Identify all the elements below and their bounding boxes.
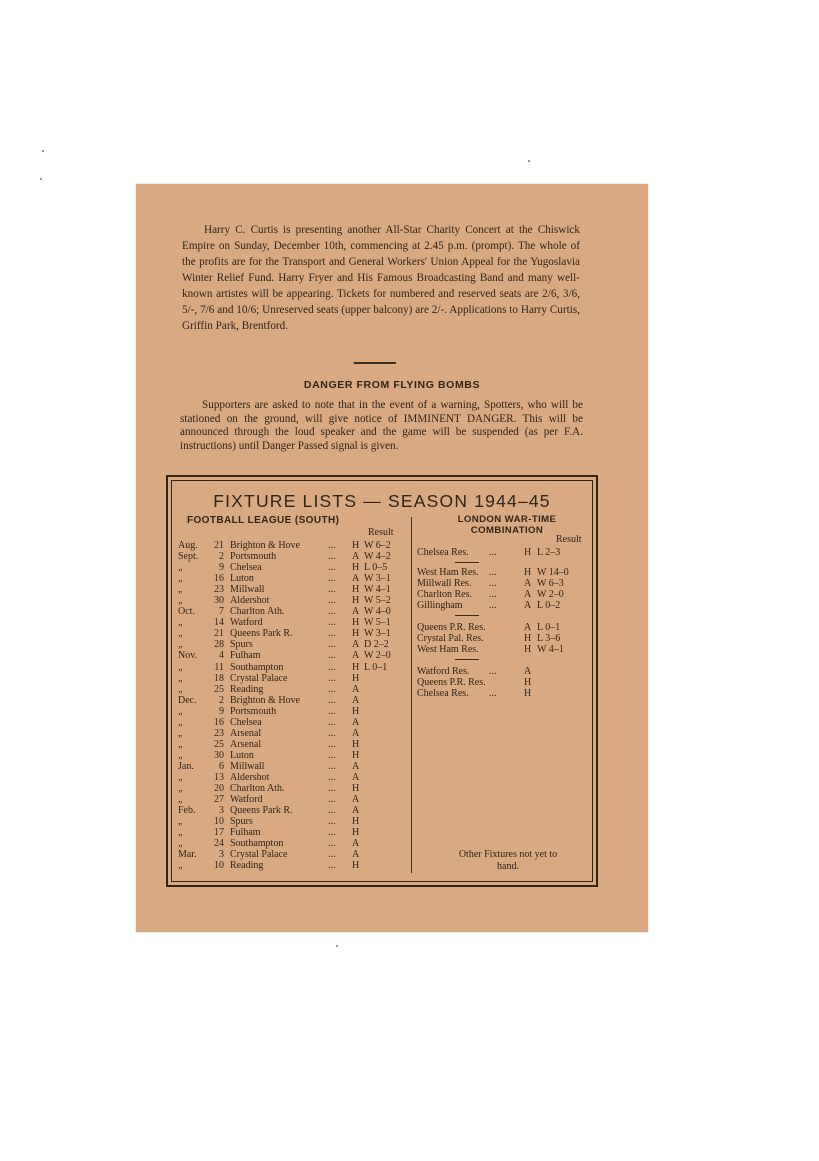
fixture-venue: A xyxy=(352,639,360,651)
fixture-opponent: Aldershot xyxy=(230,595,270,607)
fixture-result: W 5–2 xyxy=(364,595,391,607)
fixture-leader-dots: ... xyxy=(328,794,336,806)
fixture-day: 23 xyxy=(214,727,224,739)
fixture-day: 27 xyxy=(214,794,224,806)
fixture-opponent: Arsenal xyxy=(230,727,262,739)
fixture-leader-dots: ... xyxy=(328,849,336,861)
fixture-month: „ xyxy=(178,628,183,640)
programme-page xyxy=(136,184,648,932)
fixture-day: 6 xyxy=(219,760,224,772)
fixture-day: 10 xyxy=(214,816,224,828)
fixture-result: W 4–0 xyxy=(364,606,391,618)
fixture-month: „ xyxy=(178,827,183,839)
fixture-month: „ xyxy=(178,562,183,574)
fixture-opponent: Portsmouth xyxy=(230,551,277,563)
combination-venue: H xyxy=(524,677,532,688)
fixture-opponent: Chelsea xyxy=(230,562,262,574)
combination-team: Watford Res. xyxy=(417,666,470,677)
fixture-day: 14 xyxy=(214,617,224,629)
dust-speck xyxy=(42,150,44,152)
fixture-leader-dots: ... xyxy=(328,573,336,585)
fixture-title: FIXTURE LISTS — SEASON 1944–45 xyxy=(213,491,551,511)
fixture-leader-dots: ... xyxy=(328,650,336,662)
fixture-opponent: Crystal Palace xyxy=(230,849,288,861)
combination-result: L 0–2 xyxy=(537,600,561,611)
fixture-opponent: Brighton & Hove xyxy=(230,694,300,706)
fixture-month: „ xyxy=(178,783,183,795)
concert-notice: Harry C. Curtis is presenting another All-Star Charity Concert at the Chiswick Empire on Sunday, December 10th, commencing at 2.45 p.m. (prompt). The whole of the profits are for the Transport and General Workers' Union Appeal for the Yugoslavia Winter Relief Fund. Harry Fryer and His Famous Broadcasting Band and many well-known artistes will be appearing. Tickets for numbered and reserved seats are 2/6, 3/6, 5/-, 7/6 and 10/6; Unreserved seats (upper balcony) are 2/-. Applications to Harry Curtis, Griffin Park, Brentford. xyxy=(182,224,580,332)
other-note-line2: hand. xyxy=(497,860,519,872)
fixture-venue: H xyxy=(352,661,360,673)
fixture-month: „ xyxy=(178,838,183,850)
fixture-opponent: Spurs xyxy=(230,639,253,651)
fixture-venue: A xyxy=(352,573,360,585)
combination-team: Queens P.R. Res. xyxy=(417,677,486,688)
fixture-month: „ xyxy=(178,595,183,607)
fixture-opponent: Watford xyxy=(230,617,263,629)
fixture-day: 20 xyxy=(214,783,224,795)
fixture-month: „ xyxy=(178,716,183,728)
fixture-venue: H xyxy=(352,827,360,839)
fixture-leader-dots: ... xyxy=(328,540,336,551)
fixture-day: 16 xyxy=(214,716,224,728)
combination-venue: H xyxy=(524,567,532,578)
fixture-opponent: Fulham xyxy=(230,650,261,662)
combination-result: W 14–0 xyxy=(537,567,569,578)
fixture-opponent: Reading xyxy=(230,860,264,872)
fixture-day: 30 xyxy=(214,749,224,761)
fixture-leader-dots: ... xyxy=(328,805,336,817)
fixture-month: „ xyxy=(178,672,183,684)
combination-team: Queens P.R. Res. xyxy=(417,622,486,633)
fixture-venue: A xyxy=(352,760,360,772)
combination-result: W 2–0 xyxy=(537,589,564,600)
fixture-venue: A xyxy=(352,849,360,861)
fixture-day: 24 xyxy=(214,838,224,850)
combination-team: Crystal Pal. Res. xyxy=(417,633,484,644)
fixture-venue: A xyxy=(352,551,360,563)
fixture-leader-dots: ... xyxy=(328,628,336,640)
fixture-result: L 0–5 xyxy=(364,562,388,574)
fixture-month: Nov. xyxy=(178,650,198,662)
fixture-opponent: Watford xyxy=(230,794,263,806)
dust-speck xyxy=(336,945,338,947)
fixture-leader-dots: ... xyxy=(328,749,336,761)
fixture-leader-dots: ... xyxy=(328,705,336,717)
fixture-result: W 4–1 xyxy=(364,584,391,596)
fixture-result: W 3–1 xyxy=(364,628,391,640)
fixture-leader-dots: ... xyxy=(328,551,336,563)
fixture-month: „ xyxy=(178,860,183,872)
fixture-month: „ xyxy=(178,584,183,596)
fixture-month: „ xyxy=(178,727,183,739)
fixture-day: 11 xyxy=(214,661,224,673)
fixture-month: „ xyxy=(178,705,183,717)
fixture-day: 13 xyxy=(214,771,224,783)
fixture-result: W 4–2 xyxy=(364,551,391,563)
fixture-opponent: Southampton xyxy=(230,838,284,850)
fixture-venue: H xyxy=(352,738,360,750)
fixture-venue: A xyxy=(352,771,360,783)
fixture-leader-dots: ... xyxy=(328,672,336,684)
group-rule xyxy=(455,615,479,616)
fixture-opponent: Luton xyxy=(230,749,254,761)
fixture-opponent: Spurs xyxy=(230,816,253,828)
fixture-leader-dots: ... xyxy=(328,860,336,872)
fixture-day: 9 xyxy=(219,705,224,717)
fixture-leader-dots: ... xyxy=(328,771,336,783)
group-rule xyxy=(455,562,479,563)
fixture-venue: H xyxy=(352,540,360,551)
fixture-leader-dots: ... xyxy=(328,595,336,607)
combination-venue: H xyxy=(524,633,532,644)
fixture-leader-dots: ... xyxy=(328,827,336,839)
fixture-opponent: Aldershot xyxy=(230,771,270,783)
dust-speck xyxy=(40,178,42,180)
fixture-month: „ xyxy=(178,661,183,673)
fixture-opponent: Crystal Palace xyxy=(230,672,288,684)
fixture-venue: H xyxy=(352,816,360,828)
fixture-leader-dots: ... xyxy=(328,694,336,706)
fixture-leader-dots: ... xyxy=(328,617,336,629)
combination-result: W 4–1 xyxy=(537,644,564,655)
fixture-opponent: Chelsea xyxy=(230,716,262,728)
fixture-venue: A xyxy=(352,805,360,817)
combination-venue: A xyxy=(524,600,532,611)
fixture-leader-dots: ... xyxy=(328,606,336,618)
fixture-leader-dots: ... xyxy=(328,716,336,728)
combination-leader-dots: ... xyxy=(489,589,497,600)
combination-heading-line1: LONDON WAR-TIME xyxy=(457,514,557,525)
fixture-venue: A xyxy=(352,794,360,806)
combination-venue: H xyxy=(524,644,532,655)
combination-team: Gillingham xyxy=(417,600,463,611)
fixture-venue: A xyxy=(352,716,360,728)
fixture-month: „ xyxy=(178,749,183,761)
fixture-day: 2 xyxy=(219,551,224,563)
combination-leader-dots: ... xyxy=(489,567,497,578)
fixture-month: Oct. xyxy=(178,606,195,618)
fixture-opponent: Arsenal xyxy=(230,738,262,750)
combination-venue: A xyxy=(524,578,532,589)
combination-leader-dots: ... xyxy=(489,578,497,589)
fixture-opponent: Charlton Ath. xyxy=(230,783,285,795)
combination-venue: A xyxy=(524,589,532,600)
danger-heading: DANGER FROM FLYING BOMBS xyxy=(303,379,481,391)
fixture-month: Dec. xyxy=(178,694,197,706)
danger-notice: Supporters are asked to note that in the event of a warning, Spotters, who will be stationed on the ground, will give notice of IMMINENT DANGER. This will be announced through the loud speaker and the game will be suspended (as per F.A. instructions) until Danger Passed signal is given. xyxy=(180,399,583,452)
fixture-month: Jan. xyxy=(178,760,194,772)
combination-team: West Ham Res. xyxy=(417,644,479,655)
combination-team: Chelsea Res. xyxy=(417,688,469,699)
fixture-day: 18 xyxy=(214,672,224,684)
fixture-day: 16 xyxy=(214,573,224,585)
combination-team: Millwall Res. xyxy=(417,578,472,589)
fixture-venue: H xyxy=(352,595,360,607)
fixture-venue: A xyxy=(352,838,360,850)
fixture-month: Sept. xyxy=(178,551,199,563)
fixture-day: 25 xyxy=(214,738,224,750)
fixture-venue: H xyxy=(352,783,360,795)
combination-venue: H xyxy=(524,547,532,558)
fixture-day: 28 xyxy=(214,639,224,651)
fixture-day: 3 xyxy=(219,849,224,861)
fixture-leader-dots: ... xyxy=(328,816,336,828)
fixture-result: W 2–0 xyxy=(364,650,391,662)
fixture-leader-dots: ... xyxy=(328,760,336,772)
fixture-result: W 5–1 xyxy=(364,617,391,629)
combination-venue: A xyxy=(524,666,532,677)
combination-heading xyxy=(418,514,596,536)
fixture-venue: H xyxy=(352,562,360,574)
fixture-month: „ xyxy=(178,683,183,695)
fixture-result: L 0–1 xyxy=(364,661,388,673)
combination-result: W 6–3 xyxy=(537,578,564,589)
fixture-venue: H xyxy=(352,628,360,640)
fixture-day: 4 xyxy=(219,650,224,662)
fixture-result: D 2–2 xyxy=(364,639,389,651)
fixture-day: 9 xyxy=(219,562,224,574)
fixture-leader-dots: ... xyxy=(328,838,336,850)
fixture-opponent: Millwall xyxy=(230,584,265,596)
combination-team: Charlton Res. xyxy=(417,589,472,600)
fixture-month: „ xyxy=(178,771,183,783)
other-fixtures-note xyxy=(422,849,594,872)
fixture-venue: H xyxy=(352,617,360,629)
fixture-venue: A xyxy=(352,727,360,739)
fixture-box xyxy=(166,475,598,887)
fixture-venue: H xyxy=(352,672,360,684)
fixture-day: 23 xyxy=(214,584,224,596)
fixture-day: 7 xyxy=(219,606,224,618)
fixture-leader-dots: ... xyxy=(328,727,336,739)
fixture-leader-dots: ... xyxy=(328,661,336,673)
fixture-month: Feb. xyxy=(178,805,196,817)
fixture-day: 21 xyxy=(214,540,224,551)
fixture-opponent: Portsmouth xyxy=(230,705,277,717)
fixture-venue: A xyxy=(352,606,360,618)
fixture-venue: H xyxy=(352,860,360,872)
fixture-day: 21 xyxy=(214,628,224,640)
fixture-leader-dots: ... xyxy=(328,562,336,574)
fixture-venue: A xyxy=(352,694,360,706)
fixture-leader-dots: ... xyxy=(328,738,336,750)
combination-result: L 2–3 xyxy=(537,547,561,558)
combination-team: Chelsea Res. xyxy=(417,547,469,558)
combination-leader-dots: ... xyxy=(489,666,497,677)
fixture-day: 2 xyxy=(219,694,224,706)
fixture-opponent: Queens Park R. xyxy=(230,805,293,817)
group-rule xyxy=(455,659,479,660)
fixture-result: W 3–1 xyxy=(364,573,391,585)
combination-team: West Ham Res. xyxy=(417,567,479,578)
fixture-opponent: Luton xyxy=(230,573,254,585)
league-heading: FOOTBALL LEAGUE (SOUTH) xyxy=(187,515,340,526)
fixture-day: 10 xyxy=(214,860,224,872)
fixture-opponent: Reading xyxy=(230,683,264,695)
fixture-venue: H xyxy=(352,749,360,761)
fixture-opponent: Fulham xyxy=(230,827,261,839)
fixture-month: „ xyxy=(178,639,183,651)
fixture-opponent: Southampton xyxy=(230,661,284,673)
fixture-result: W 6–2 xyxy=(364,540,391,551)
fixture-day: 25 xyxy=(214,683,224,695)
combination-result-label: Result xyxy=(556,534,582,545)
fixture-month: „ xyxy=(178,573,183,585)
fixture-leader-dots: ... xyxy=(328,783,336,795)
fixture-month: Mar. xyxy=(178,849,197,861)
fixture-opponent: Charlton Ath. xyxy=(230,606,285,618)
fixture-venue: A xyxy=(352,650,360,662)
combination-venue: H xyxy=(524,688,532,699)
fixture-opponent: Brighton & Hove xyxy=(230,540,300,551)
section-divider xyxy=(354,362,396,364)
fixture-venue: H xyxy=(352,705,360,717)
dust-speck xyxy=(528,160,530,162)
fixture-month: „ xyxy=(178,738,183,750)
fixture-day: 30 xyxy=(214,595,224,607)
fixture-venue: A xyxy=(352,683,360,695)
fixture-month: „ xyxy=(178,794,183,806)
fixture-box-inner xyxy=(171,480,593,882)
fixture-day: 17 xyxy=(214,827,224,839)
fixture-leader-dots: ... xyxy=(328,683,336,695)
fixture-day: 3 xyxy=(219,805,224,817)
fixture-month: „ xyxy=(178,816,183,828)
fixture-month: „ xyxy=(178,617,183,629)
column-divider xyxy=(411,517,412,873)
fixture-month: Aug. xyxy=(178,540,198,551)
combination-venue: A xyxy=(524,622,532,633)
fixture-leader-dots: ... xyxy=(328,639,336,651)
combination-leader-dots: ... xyxy=(489,547,497,558)
fixture-venue: H xyxy=(352,584,360,596)
fixture-opponent: Millwall xyxy=(230,760,265,772)
other-note-line1: Other Fixtures not yet to xyxy=(458,849,558,860)
combination-heading-line2: COMBINATION xyxy=(470,525,544,536)
combination-result: L 3–6 xyxy=(537,633,561,644)
league-result-label: Result xyxy=(368,527,394,538)
combination-leader-dots: ... xyxy=(489,688,497,699)
fixture-leader-dots: ... xyxy=(328,584,336,596)
combination-result: L 0–1 xyxy=(537,622,561,633)
combination-leader-dots: ... xyxy=(489,600,497,611)
fixture-opponent: Queens Park R. xyxy=(230,628,293,640)
